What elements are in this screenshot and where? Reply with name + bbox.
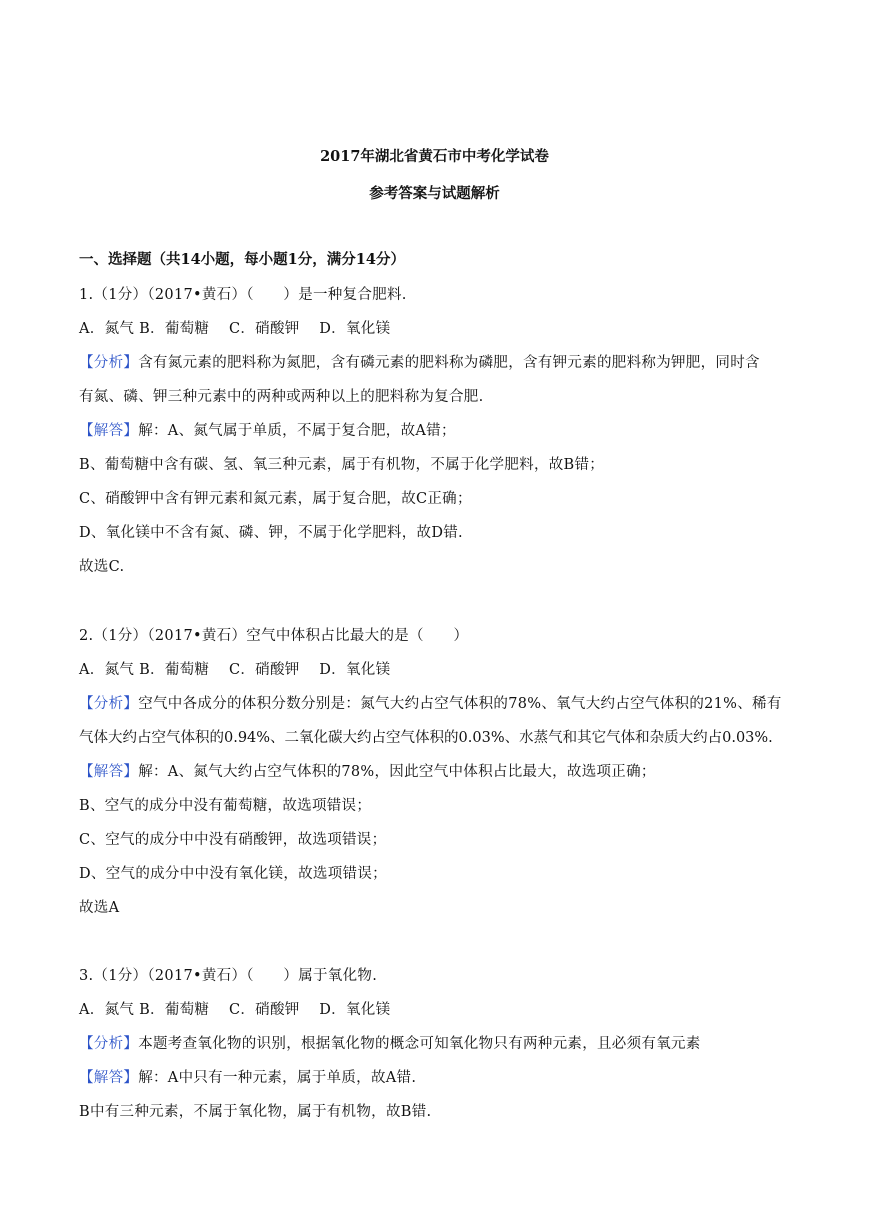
answer-line: [79, 421, 456, 441]
analysis-text: 空气中各成分的体积分数分别是：氮气大约占空气体积的78%、氧气大约占空气体积的21%、稀有: [138, 696, 782, 712]
analysis-text: 气体大约占空气体积的0.94%、二氧化碳大约占空气体积的0.03%、水蒸气和其它气体和杂质大约占0.03%.: [79, 730, 773, 746]
answer-tag: 【解答】: [79, 1070, 139, 1086]
question-options: A．氮气 B．葡萄糖 C．硝酸钾 D．氧化镁: [79, 1002, 391, 1018]
analysis-text: 含有氮元素的肥料称为氮肥，含有磷元素的肥料称为磷肥，含有钾元素的肥料称为钾肥，同时含: [138, 355, 760, 371]
analysis-line: [79, 1034, 701, 1054]
analysis-tag: 【分析】: [79, 1036, 139, 1052]
answer-text: B、空气的成分中没有葡萄糖，故选项错误；: [79, 798, 372, 814]
answer-text: D、空气的成分中中没有氧化镁，故选项错误；: [79, 866, 387, 882]
question-options: A．氮气 B．葡萄糖 C．硝酸钾 D．氧化镁: [79, 662, 391, 678]
question-stem: 3.（1分）（2017•黄石）（ ）属于氧化物.: [79, 968, 378, 984]
question-stem: 1.（1分）（2017•黄石）（ ）是一种复合肥料.: [79, 287, 407, 303]
answer-text: C、空气的成分中中没有硝酸钾，故选项错误；: [79, 832, 387, 848]
answer-text: 解：A、氮气属于单质，不属于复合肥，故A错；: [138, 423, 456, 439]
analysis-text: 本题考查氧化物的识别，根据氧化物的概念可知氧化物只有两种元素，且必须有氧元素: [138, 1036, 701, 1052]
document-title: 2017年湖北省黄石市中考化学试卷: [320, 148, 549, 165]
answer-text: D、氧化镁中不含有氮、磷、钾，不属于化学肥料，故D错.: [79, 525, 463, 541]
question-stem: 2.（1分）（2017•黄石）空气中体积占比最大的是（ ）: [79, 628, 469, 644]
question-options: A．氮气 B．葡萄糖 C．硝酸钾 D．氧化镁: [79, 321, 391, 337]
analysis-tag: 【分析】: [79, 696, 139, 712]
section-heading: 一、选择题（共14小题，每小题1分，满分14分）: [79, 251, 405, 268]
answer-text: B、葡萄糖中含有碳、氢、氧三种元素，属于有机物，不属于化学肥料，故B错；: [79, 457, 605, 473]
analysis-text: 有氮、磷、钾三种元素中的两种或两种以上的肥料称为复合肥.: [79, 389, 484, 405]
answer-line: [79, 762, 656, 782]
analysis-line: [79, 694, 782, 714]
answer-text: C、硝酸钾中含有钾元素和氮元素，属于复合肥，故C正确；: [79, 491, 472, 507]
answer-text: B中有三种元素，不属于氧化物，属于有机物，故B错.: [79, 1104, 432, 1120]
answer-text: 解：A、氮气大约占空气体积的78%，因此空气中体积占比最大，故选项正确；: [138, 764, 656, 780]
answer-tag: 【解答】: [79, 423, 139, 439]
answer-tag: 【解答】: [79, 764, 139, 780]
answer-line: [79, 1068, 416, 1088]
analysis-tag: 【分析】: [79, 355, 139, 371]
answer-conclusion: 故选C.: [79, 559, 125, 575]
document-subtitle: 参考答案与试题解析: [369, 185, 500, 202]
answer-text: 解：A中只有一种元素，属于单质，故A错.: [138, 1070, 417, 1086]
answer-conclusion: 故选A: [79, 900, 120, 916]
analysis-line: [79, 353, 760, 373]
